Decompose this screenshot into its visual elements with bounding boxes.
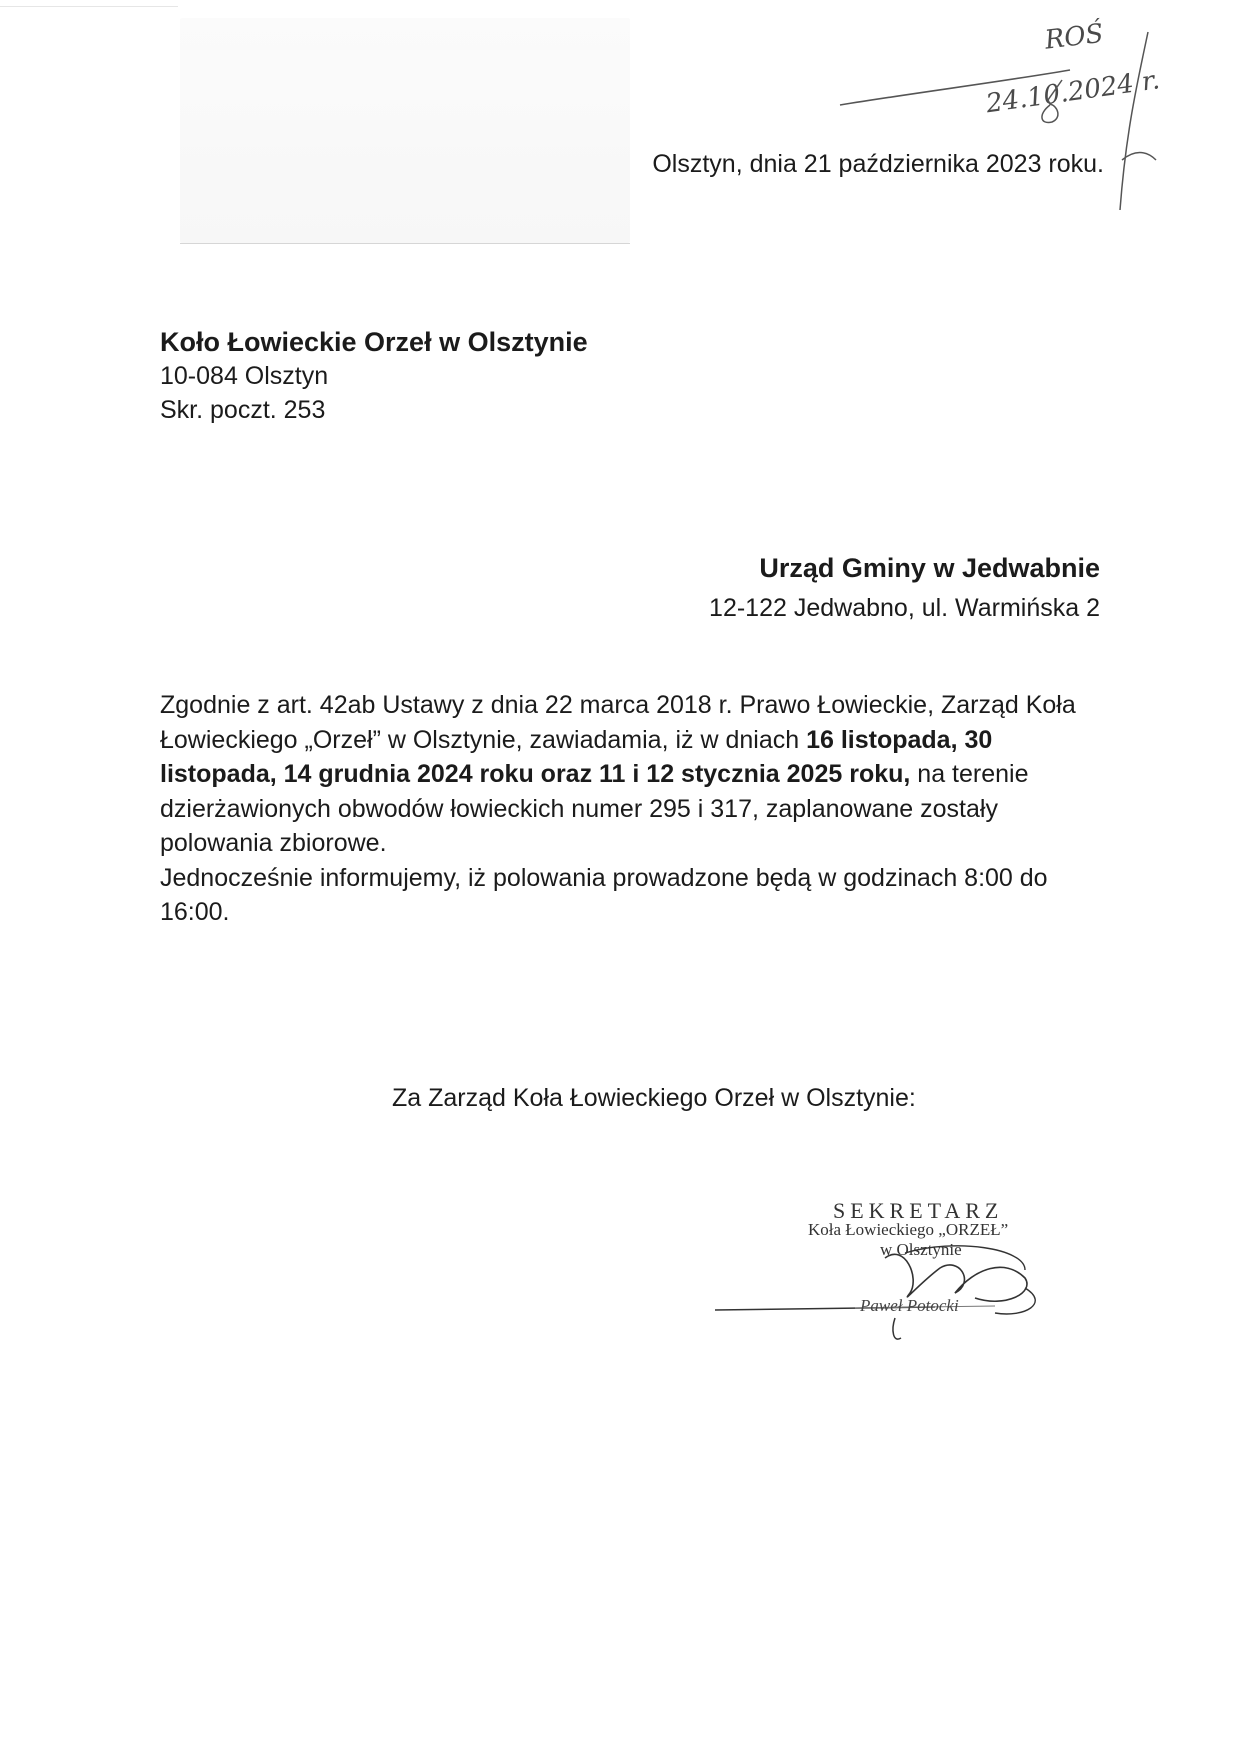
body-paragraph-hours: Jednocześnie informujemy, iż polowania prowadzone będą w godzinach 8:00 do 16:00. (160, 863, 1048, 926)
recipient-block (709, 548, 1100, 628)
stamp-place: w Olsztynie (880, 1240, 962, 1259)
received-note-text: ROŚ (1043, 18, 1106, 56)
body-dates-bold: 16 listopada, 30 listopada, 14 grudnia 2024 roku oraz 11 i 12 stycznia 2025 roku, (160, 725, 993, 788)
secretary-stamp (705, 1198, 1075, 1343)
body-text-part: Zgodnie z art. 42ab Ustawy z dnia 22 marca 2018 r. Prawo Łowieckie, Zarząd Koła Łowieckiego „Orzeł” w Olsztynie, zawiadamia, iż w dniach (160, 691, 1076, 754)
received-date-text: 24.10.2024 r. (984, 65, 1162, 120)
recipient-name: Urząd Gminy w Jedwabnie (759, 553, 1100, 583)
recipient-address: 12-122 Jedwabno, ul. Warmińska 2 (709, 594, 1100, 622)
letter-date: Olsztyn, dnia 21 października 2023 roku. (652, 150, 1104, 178)
letter-body (160, 688, 1110, 930)
scan-artifact-line (180, 243, 630, 244)
sender-postal: 10-084 Olsztyn (160, 362, 329, 390)
body-text-part: na terenie dzierżawionych obwodów łowieckich numer 295 i 317, zaplanowane zostały polowania zbiorowe. (160, 760, 1029, 857)
stamp-organization: Koła Łowieckiego „ORZEŁ” (808, 1220, 1009, 1239)
sender-block (160, 325, 588, 427)
closing-line: Za Zarząd Koła Łowieckiego Orzeł w Olsztynie: (392, 1084, 916, 1112)
sender-name: Koło Łowieckie Orzeł w Olsztynie (160, 327, 588, 357)
scan-redacted-area (180, 18, 630, 243)
body-paragraph (160, 688, 1110, 861)
received-annotation (800, 10, 1200, 225)
handwritten-received-note (800, 10, 1200, 225)
scan-artifact-line (0, 6, 178, 7)
stamp-title: SEKRETARZ (833, 1198, 1004, 1223)
stamp-person: Paweł Potocki (860, 1296, 959, 1315)
sender-po-box: Skr. poczt. 253 (160, 396, 326, 424)
